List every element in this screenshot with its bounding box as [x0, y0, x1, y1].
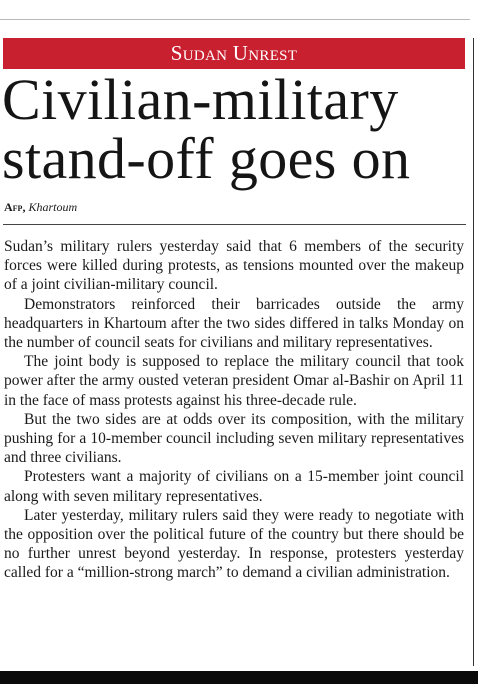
paragraph-5: Protesters want a majority of civilians on a 15-member joint council along with seven military representatives. — [4, 468, 464, 505]
headline-line-1: Civilian-military — [2, 67, 399, 132]
headline — [2, 67, 466, 191]
article — [0, 38, 466, 583]
top-rule — [0, 19, 470, 20]
paragraph-4: But the two sides are at odds over its composition, with the military pushing for a 10-member council including seven military representatives and three civilians. — [4, 410, 464, 467]
section-kicker: Sudan Unrest — [3, 38, 465, 69]
column-border — [473, 38, 474, 666]
bottom-bar — [0, 671, 478, 684]
article-body — [4, 237, 464, 583]
byline — [4, 199, 466, 215]
paragraph-2: Demonstrators reinforced their barricades outside the army headquarters in Khartoum after the two sides differed in talks Monday on the number of council seats for civilians and military representatives. — [4, 295, 464, 352]
paragraph-6: Later yesterday, military rulers said they were ready to negotiate with the opposition over the political future of the country but there should be no further unrest beyond yesterday. In response, protesters yesterday called for a “million-strong march” to demand a civilian administration. — [4, 506, 464, 582]
byline-agency: Afp — [4, 200, 23, 214]
paragraph-3: The joint body is supposed to replace the military council that took power after the army ousted veteran president Omar al-Bashir on April 11 in the face of mass protests against his three-decade rule. — [4, 353, 464, 409]
byline-separator: , — [22, 200, 29, 214]
byline-rule — [3, 224, 466, 225]
headline-line-2: stand-off goes on — [2, 126, 411, 191]
paragraph-1: Sudan’s military rulers yesterday said that 6 members of the security forces were killed during protests, as tensions mounted over the makeup of a joint civilian-military council. — [4, 238, 464, 294]
byline-place: Khartoum — [28, 200, 78, 214]
